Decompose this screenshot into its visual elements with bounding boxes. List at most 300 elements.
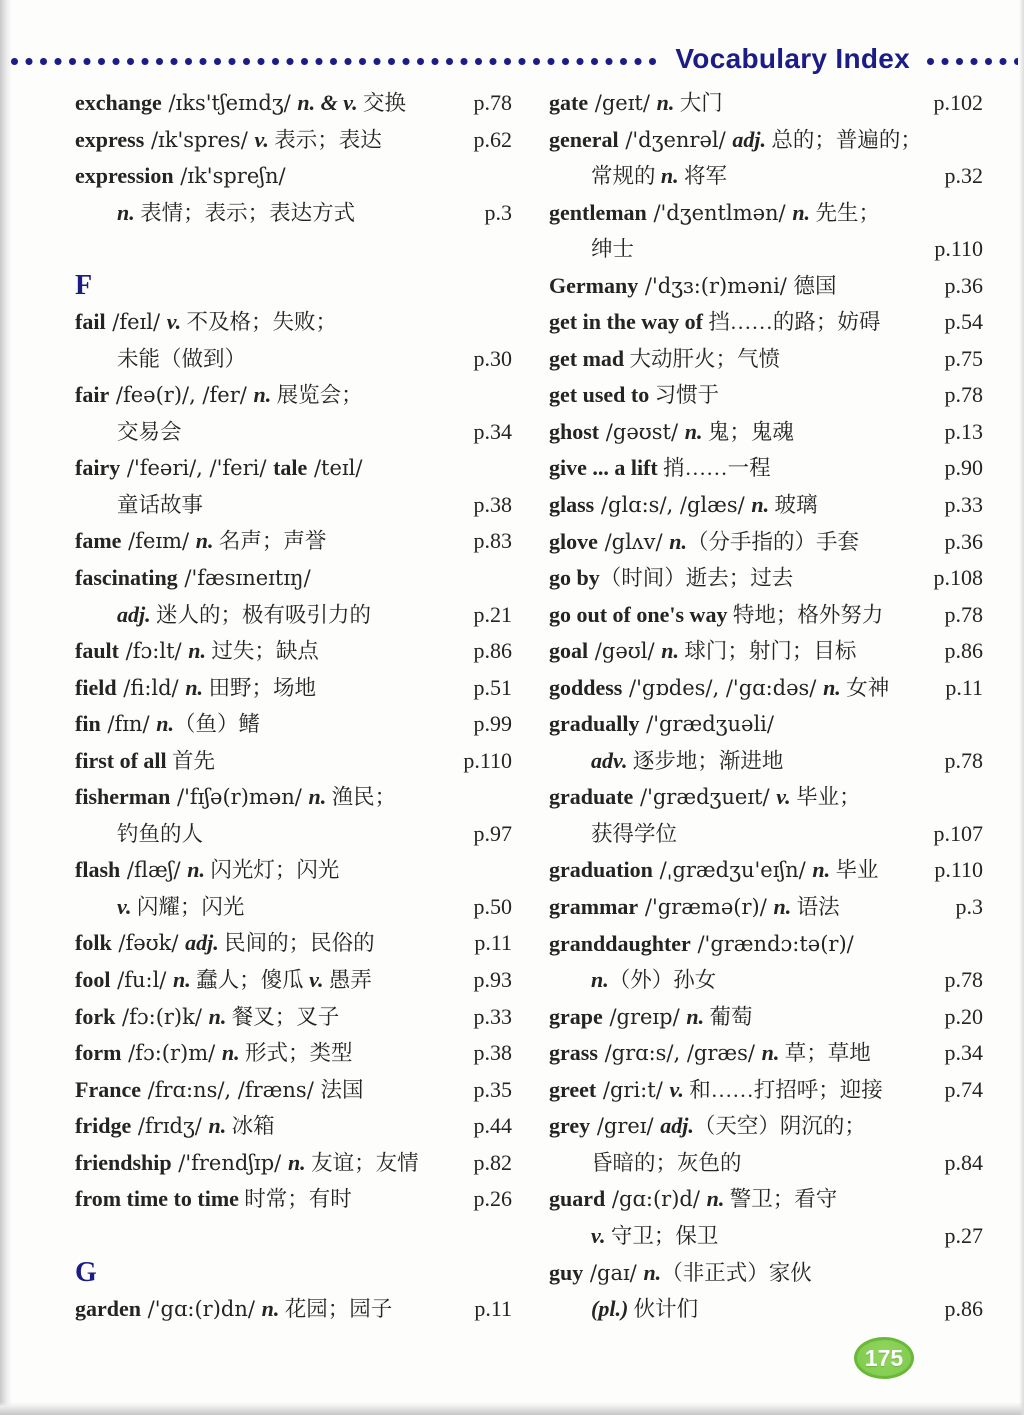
entry-word: grape: [549, 1003, 603, 1029]
index-entry-line: [75, 523, 512, 560]
entry-pos: n.: [773, 894, 792, 920]
page-ref: p.83: [473, 528, 512, 554]
entry-word: garden: [75, 1295, 141, 1321]
page-ref: p.32: [944, 163, 983, 189]
entry-pos: adv.: [591, 747, 628, 773]
index-entry-line: [75, 158, 512, 195]
entry-gloss-cn: 名声；声誉: [213, 529, 327, 554]
index-entry-line: [549, 743, 983, 780]
entry-phonetic: /'feəri/, /'feri/: [120, 456, 274, 481]
page-ref: p.78: [944, 601, 983, 627]
page-ref: p.84: [944, 1149, 983, 1175]
entry-text: [75, 633, 319, 670]
entry-text: [549, 122, 922, 159]
entry-gloss-cn: 总的；普遍的；: [766, 127, 922, 152]
page-ref: p.110: [463, 747, 512, 773]
entry-phonetic: /'fæsɪneɪtɪŋ/: [177, 566, 311, 591]
entry-text: [549, 779, 861, 816]
entry-word: flash: [75, 857, 121, 883]
entry-text: [549, 450, 771, 487]
index-column-left: [75, 85, 512, 1327]
entry-text: [75, 999, 339, 1036]
entry-gloss-cn: 毕业；: [790, 785, 861, 810]
page-ref: p.35: [473, 1076, 512, 1102]
entry-gloss-cn: 钓鱼的人: [117, 821, 204, 846]
entry-pos: n.: [661, 638, 679, 664]
entry-pos: n.: [156, 711, 174, 737]
entry-word: give ... a lift: [549, 455, 658, 481]
page-ref: p.99: [473, 711, 512, 737]
entry-pos: v.: [117, 893, 132, 919]
index-entry-line: [549, 1255, 983, 1292]
index-entry-line: [549, 341, 983, 378]
entry-gloss-cn: 时常；有时: [238, 1187, 352, 1212]
entry-gloss-cn: 渔民；: [326, 785, 397, 810]
index-entry-line: [75, 1145, 512, 1182]
entry-gloss-cn: （时间）逝去；过去: [599, 566, 794, 591]
entry-word: gate: [549, 90, 589, 115]
entry-gloss-cn: 特地；格外努力: [727, 602, 884, 627]
entry-text: [75, 889, 244, 926]
entry-text: [75, 450, 362, 487]
entry-word: guy: [549, 1259, 584, 1285]
entry-gloss-cn: 玻璃: [769, 493, 818, 518]
entry-gloss-cn: （非正式）家伙: [661, 1260, 812, 1285]
entry-gloss-cn: 绅士: [591, 237, 635, 262]
index-entry-line: [549, 377, 983, 414]
entry-gloss-cn: 展览会；: [271, 383, 363, 408]
entry-pos: n.: [208, 1113, 227, 1139]
entry-word: Germany: [549, 272, 639, 298]
entry-gloss-cn: 友谊；友情: [305, 1150, 419, 1175]
entry-phonetic: /'dʒentlmən/: [646, 200, 793, 225]
entry-pos: v.: [776, 784, 791, 810]
page-ref: p.50: [473, 893, 512, 919]
page-ref: p.107: [933, 820, 983, 846]
index-entry-line: [75, 816, 512, 853]
index-entry-line: [75, 304, 512, 341]
entry-gloss-cn: 警卫；看守: [724, 1187, 838, 1212]
entry-gloss-cn: 获得学位: [591, 821, 678, 846]
page-edge-bottom: [0, 1402, 1024, 1415]
entry-word: fin: [75, 711, 101, 737]
page-ref: p.90: [944, 455, 983, 481]
entry-pos: n.: [792, 199, 811, 225]
entry-word: fork: [75, 1003, 116, 1029]
page-header: [10, 42, 1018, 76]
page-ref: p.110: [934, 857, 983, 883]
index-entry-line: [549, 1108, 983, 1145]
entry-word: grammar: [549, 894, 639, 920]
entry-gloss-cn: 挡……的路；妨碍: [702, 310, 881, 335]
entry-pos: n.: [669, 528, 688, 554]
entry-word: fairy: [75, 455, 121, 481]
entry-gloss-cn: 草；草地: [779, 1041, 871, 1066]
entry-text: [75, 304, 337, 341]
entry-pos: n.: [761, 1040, 780, 1066]
index-entry-line: [549, 962, 983, 999]
entry-gloss-cn: 闪耀；闪光: [131, 894, 245, 919]
entry-text: [549, 231, 634, 268]
entry-pos: adj.: [660, 1113, 694, 1139]
entry-text: [75, 523, 326, 560]
entry-phonetic: /fɪn/: [100, 712, 157, 737]
index-column-right: [549, 85, 983, 1328]
entry-word: fisherman: [75, 784, 171, 810]
page-ref: p.44: [473, 1113, 512, 1139]
entry-pos: n. & v.: [297, 90, 358, 115]
entry-word: gradually: [549, 711, 640, 737]
index-entry-line: [549, 1072, 983, 1109]
entry-word: gentleman: [549, 199, 647, 225]
entry-word: expression: [75, 163, 174, 189]
entry-phonetic: /fɔ:(r)k/: [115, 1004, 209, 1029]
entry-pos: v.: [591, 1222, 606, 1248]
entry-word: guard: [549, 1186, 606, 1212]
entry-text: [75, 1072, 363, 1109]
entry-word: go by: [549, 565, 600, 591]
entry-pos: n.: [221, 1040, 240, 1066]
page-ref: p.38: [473, 1040, 512, 1066]
entry-text: [75, 670, 316, 707]
index-entry-line: [75, 487, 512, 524]
index-entry-line: [549, 158, 983, 195]
entry-text: [549, 487, 818, 524]
index-entry-line: [75, 1291, 512, 1328]
page-ref: p.30: [473, 345, 512, 371]
entry-text: [75, 925, 375, 962]
entry-text: [549, 195, 880, 232]
entry-gloss-cn: 将军: [678, 164, 728, 189]
entry-text: [549, 999, 752, 1036]
entry-gloss-cn: 交易会: [117, 419, 182, 444]
page-ref: p.33: [944, 492, 983, 518]
entry-word: first of all: [75, 747, 167, 773]
index-entry-line: [549, 706, 983, 743]
entry-word: form: [75, 1040, 122, 1066]
entry-gloss-cn: 闪光灯；闪光: [204, 858, 340, 883]
entry-text: [75, 341, 246, 378]
entry-pos: n.: [660, 163, 679, 189]
entry-phonetic: /feɪl/: [105, 310, 167, 335]
index-entry-line: [549, 268, 983, 305]
page-ref: p.34: [944, 1040, 983, 1066]
entry-phonetic: /'gɒdes/, /'gɑ:dəs/: [622, 675, 824, 700]
entry-phonetic: /'fɪʃə(r)mən/: [170, 785, 309, 810]
index-entry-line: [549, 560, 983, 597]
entry-gloss-cn: 逐步地；渐进地: [627, 748, 784, 773]
index-entry-line: [549, 85, 983, 122]
entry-pos: n.: [686, 1003, 705, 1029]
page-ref: p.78: [944, 382, 983, 408]
page-ref: p.78: [944, 747, 983, 773]
index-entry-line: [549, 633, 983, 670]
entry-phonetic: /frɪdʒ/: [131, 1114, 209, 1139]
entry-word: glass: [549, 492, 595, 518]
entry-pos: n.: [185, 674, 204, 700]
section-letter-g: G: [75, 1256, 97, 1288]
index-entry-line: [549, 414, 983, 451]
entry-pos: n.: [253, 382, 272, 408]
page-ref: p.74: [944, 1076, 983, 1102]
page-ref: p.102: [933, 90, 983, 115]
page-number-badge: [854, 1337, 914, 1379]
entry-phonetic: /'gɑ:(r)dn/: [141, 1296, 262, 1321]
entry-word: grass: [549, 1040, 598, 1066]
entry-phonetic: /glɑ:s/, /glæs/: [594, 493, 752, 518]
index-entry-line: [75, 1072, 512, 1109]
index-entry-line: [75, 85, 512, 122]
entry-text: [549, 414, 794, 451]
entry-gloss-cn: 法国: [320, 1077, 364, 1102]
index-entry-line: [75, 597, 512, 634]
entry-text: [549, 1035, 871, 1072]
entry-text: [549, 852, 879, 889]
page-ref: p.110: [934, 236, 983, 262]
index-entry-line: [549, 999, 983, 1036]
entry-text: [549, 1181, 837, 1218]
entry-text: [549, 816, 677, 853]
index-entry-line: [75, 341, 512, 378]
entry-text: [549, 1218, 718, 1255]
entry-text: [75, 487, 203, 524]
index-entry-line: [75, 779, 512, 816]
index-entry-line: [75, 377, 512, 414]
entry-text: [75, 85, 406, 122]
entry-pos: n.: [823, 674, 841, 700]
entry-gloss-cn: 习惯于: [649, 383, 720, 408]
entry-word: fool: [75, 967, 111, 993]
entry-pos: n.: [643, 1259, 662, 1285]
entry-gloss-cn: 大动肝火；气愤: [624, 346, 781, 371]
entry-word: fair: [75, 382, 110, 408]
index-entry-line: [549, 926, 983, 963]
entry-text: [75, 1108, 275, 1145]
page-ref: p.82: [473, 1149, 512, 1175]
entry-text: [75, 560, 311, 597]
entry-phonetic: /grɑ:s/, /græs/: [597, 1041, 762, 1066]
entry-word: go out of one's way: [549, 601, 728, 627]
entry-phonetic: /'dʒenrəl/: [618, 127, 733, 152]
entry-phonetic: /teɪl/: [307, 456, 363, 481]
entry-gloss-cn: 愚弄: [323, 968, 372, 993]
index-entry-line: [75, 450, 512, 487]
entry-gloss-cn: 球门；射门；目标: [679, 639, 857, 664]
entry-phonetic: /'frendʃɪp/: [171, 1150, 288, 1175]
entry-pos: n.: [173, 967, 191, 993]
page-ref: p.27: [944, 1222, 983, 1248]
entry-text: [549, 560, 793, 597]
page-ref: p.86: [944, 1296, 983, 1322]
entry-word: express: [75, 126, 145, 152]
entry-pos: v.: [669, 1076, 684, 1102]
entry-text: [75, 158, 286, 195]
entry-gloss-cn: （鱼）鳍: [173, 712, 260, 737]
index-entry-line: [549, 889, 983, 926]
index-entry-line: [75, 743, 512, 780]
entry-word: France: [75, 1076, 141, 1102]
entry-phonetic: /flæʃ/: [120, 858, 188, 883]
page-ref: p.11: [474, 1295, 512, 1321]
entry-word: goal: [549, 638, 589, 664]
entry-gloss-cn: 昏暗的；灰色的: [591, 1150, 742, 1175]
entry-pos: n.: [208, 1003, 227, 1029]
section-letter-f: F: [75, 270, 93, 302]
page-ref: p.36: [944, 528, 983, 554]
index-entry-line: [549, 1218, 983, 1255]
entry-gloss-cn: 表示；表达: [268, 127, 382, 152]
index-entry-line: [549, 1035, 983, 1072]
entry-phonetic: /feə(r)/, /fer/: [109, 383, 254, 408]
entry-phonetic: /glʌv/: [597, 529, 670, 554]
index-entry-line: [549, 195, 983, 232]
index-entry-line: [75, 560, 512, 597]
entry-word: greet: [549, 1076, 597, 1102]
entry-text: [549, 85, 723, 122]
entry-gloss-cn: 花园；园子: [279, 1296, 393, 1321]
page-ref: p.75: [944, 345, 983, 371]
entry-text: [549, 341, 780, 378]
entry-text: [75, 962, 372, 999]
page-ref: p.21: [473, 601, 512, 627]
entry-word: glove: [549, 528, 598, 554]
entry-gloss-cn: 冰箱: [226, 1114, 275, 1139]
entry-word: fault: [75, 638, 119, 664]
entry-text: [549, 158, 727, 195]
entry-gloss-cn: 语法: [791, 895, 840, 920]
entry-phonetic: /'grædʒueɪt/: [633, 785, 777, 810]
index-entry-line: [75, 889, 512, 926]
entry-phonetic: /greɪ/: [590, 1114, 661, 1139]
page-ref: p.11: [945, 674, 983, 700]
entry-word: exchange: [75, 90, 162, 115]
page-ref: p.3: [484, 199, 512, 225]
page-ref: p.86: [944, 638, 983, 664]
index-entry-line: [549, 779, 983, 816]
entry-word: get in the way of: [549, 309, 703, 335]
dotted-rule-left: [10, 57, 659, 66]
entry-phonetic: /gəʊl/: [588, 639, 662, 664]
entry-phonetic: /ɪks'tʃeɪndʒ/: [161, 91, 298, 115]
page-ref: p.93: [473, 967, 512, 993]
entry-text: [549, 1291, 698, 1328]
index-entry-line: [549, 1145, 983, 1182]
entry-word: graduation: [549, 857, 653, 883]
index-entry-line: [75, 999, 512, 1036]
entry-word: folk: [75, 930, 112, 956]
entry-word: get used to: [549, 382, 650, 408]
page-ref: p.51: [473, 674, 512, 700]
page-ref: p.34: [473, 418, 512, 444]
index-entry-line: [75, 706, 512, 743]
entry-text: [549, 670, 889, 707]
index-entry-line: [75, 195, 512, 232]
entry-gloss-cn: 先生；: [810, 200, 880, 225]
entry-phonetic: /ɪk'spreʃn/: [173, 164, 286, 189]
page-number: 175: [864, 1344, 904, 1371]
entry-word: from time to time: [75, 1186, 239, 1212]
page-ref: p.33: [473, 1003, 512, 1029]
page-ref: p.11: [474, 930, 512, 956]
index-entry-line: [549, 122, 983, 159]
page-edge-right: [1019, 0, 1024, 1415]
entry-text: [75, 1035, 353, 1072]
entry-text: [75, 1291, 392, 1328]
entry-gloss-cn: 田野；场地: [203, 675, 316, 700]
page-title: Vocabulary Index: [675, 43, 910, 74]
entry-pos: (pl.): [591, 1296, 629, 1322]
entry-pos: adj.: [185, 930, 219, 956]
entry-gloss-cn: 蠢人；傻瓜: [190, 968, 310, 993]
entry-gloss-cn: 不及格；失败；: [181, 310, 338, 335]
index-entry-line: [75, 1035, 512, 1072]
entry-gloss-cn: （天空）阴沉的；: [693, 1114, 866, 1139]
entry-phonetic: /greɪp/: [602, 1004, 687, 1029]
entry-word: granddaughter: [549, 930, 691, 956]
entry-pos: n.: [195, 528, 214, 554]
index-entry-line: [549, 852, 983, 889]
entry-phonetic: /gri:t/: [596, 1077, 670, 1102]
entry-gloss-cn: 捎……一程: [657, 456, 771, 481]
entry-word: field: [75, 674, 117, 700]
page-ref: p.20: [944, 1003, 983, 1029]
entry-word: friendship: [75, 1149, 172, 1175]
page-ref: p.13: [944, 418, 983, 444]
entry-phonetic: /fu:l/: [110, 968, 174, 993]
entry-text: [549, 1255, 812, 1292]
entry-gloss-cn: 交换: [357, 91, 407, 115]
entry-pos: adj.: [732, 126, 766, 152]
page-ref: p.3: [955, 894, 983, 920]
index-entry-line: [75, 962, 512, 999]
entry-phonetic: /gɑ:(r)d/: [605, 1187, 707, 1212]
entry-pos: n.: [187, 857, 205, 883]
entry-text: [549, 268, 837, 305]
entry-pos: n.: [656, 90, 675, 115]
index-entry-line: [75, 925, 512, 962]
entry-word: tale: [273, 455, 308, 481]
entry-text: [75, 852, 339, 889]
page-ref: p.54: [944, 309, 983, 335]
entry-phonetic: /ˌgrædʒu'eɪʃn/: [652, 858, 813, 883]
entry-pos: n.: [706, 1186, 725, 1212]
page-ref: p.36: [944, 272, 983, 298]
index-entry-line: [549, 1181, 983, 1218]
entry-gloss-cn: 鬼；鬼魂: [702, 419, 794, 444]
entry-gloss-cn: 守卫；保卫: [605, 1223, 719, 1248]
entry-phonetic: /ɪk'spres/: [144, 127, 255, 152]
index-entry-line: [549, 597, 983, 634]
index-entry-line: [75, 1181, 512, 1218]
dotted-rule-right: [926, 57, 1018, 66]
entry-phonetic: /feɪm/: [121, 529, 196, 554]
entry-pos: n.: [261, 1295, 280, 1321]
entry-word: graduate: [549, 784, 634, 810]
index-entry-line: [549, 450, 983, 487]
entry-text: [549, 304, 880, 341]
entry-word: fridge: [75, 1113, 132, 1139]
entry-word: fascinating: [75, 565, 178, 591]
page-ref: p.62: [473, 126, 512, 152]
index-entry-line: [75, 414, 512, 451]
entry-text: [549, 926, 854, 963]
entry-gloss-cn: 迷人的；极有吸引力的: [150, 602, 372, 627]
entry-pos: n.: [591, 967, 609, 993]
entry-word: general: [549, 126, 619, 152]
entry-pos: n.: [308, 784, 327, 810]
entry-word: get mad: [549, 345, 625, 371]
entry-gloss-cn: （外）孙女: [608, 968, 717, 993]
